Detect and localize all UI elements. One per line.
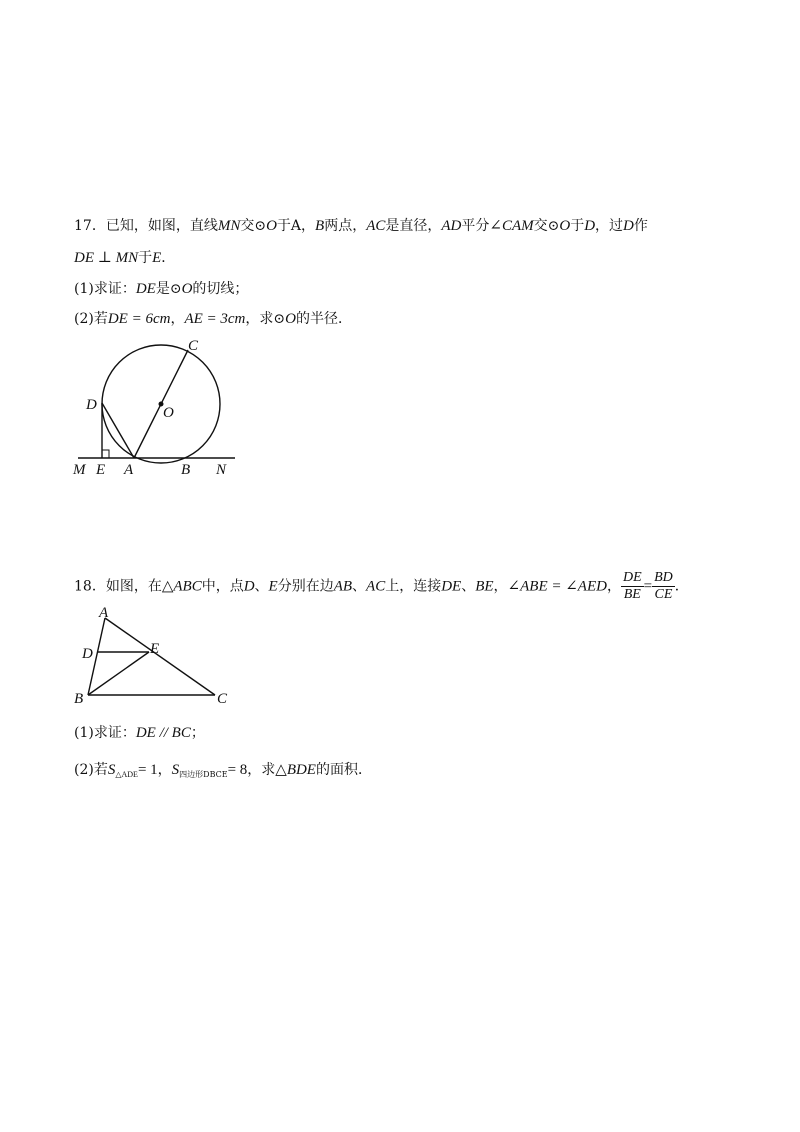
- q18-math: AB: [333, 578, 353, 595]
- q17-figure: [60, 330, 250, 480]
- q18-math: △BDE: [275, 762, 316, 778]
- q18-text: ，: [606, 578, 621, 595]
- label-a: A: [124, 462, 134, 478]
- q18-text: 分别在边: [277, 578, 334, 595]
- fraction-de-be: $\frac{DE}{BE}$: [622, 570, 642, 602]
- q18-text: 上，连接: [385, 578, 442, 595]
- q17-math: AD: [441, 218, 462, 234]
- q17-math: E: [152, 250, 162, 266]
- q17-line2: [74, 248, 175, 268]
- q17-text: 的半径．: [295, 311, 352, 327]
- q18-text: ，求: [247, 762, 276, 778]
- q17-math: O: [559, 218, 571, 234]
- q18-text: ，: [493, 578, 508, 595]
- q17-text: 的切线；: [192, 281, 249, 297]
- q17-math: O: [181, 281, 193, 297]
- q17-math: D: [623, 218, 634, 234]
- q17-math: AC: [366, 218, 386, 234]
- q17-text: 交⊙: [240, 218, 267, 234]
- label-b: B: [181, 462, 191, 478]
- q18-math: S: [107, 762, 116, 778]
- q18-text: ，: [157, 762, 172, 778]
- q17-text: ．: [161, 250, 176, 266]
- q18-text: 的面积．: [315, 762, 372, 778]
- q17-math: O: [285, 311, 296, 327]
- fraction-bd-ce: $\frac{BD}{CE}$: [654, 570, 673, 602]
- label-m: M: [73, 462, 86, 478]
- q17-math: B: [315, 218, 325, 234]
- label-d: D: [82, 646, 93, 662]
- q18-line1: [74, 570, 689, 603]
- q18-math: DE // BC: [135, 725, 191, 741]
- q18-text: ．: [674, 578, 689, 595]
- q17-part1: [74, 279, 248, 299]
- q17-math: DE ⊥ MN: [74, 250, 139, 266]
- q17-math: MN: [217, 218, 241, 234]
- q18-math: AC: [366, 578, 386, 595]
- q18-part2: [74, 760, 372, 785]
- label-b: B: [74, 691, 84, 707]
- q17-text: 于A，: [276, 218, 316, 234]
- q18-math: BE: [475, 578, 494, 595]
- q18-math: D: [243, 578, 255, 595]
- q18-text: (2)若: [74, 762, 108, 778]
- q17-math: DE: [135, 281, 156, 297]
- q18-math: △ABC: [161, 578, 202, 595]
- segment-be: [88, 652, 149, 695]
- q17-text: 作: [633, 218, 648, 234]
- label-e: E: [150, 641, 160, 657]
- q17-text: 17．已知，如图，直线: [74, 218, 218, 234]
- q17-text: 于: [570, 218, 585, 234]
- q17-text: 平分: [461, 218, 490, 234]
- label-c: C: [188, 338, 199, 354]
- q18-text: (1)求证：: [74, 725, 136, 741]
- label-c: C: [217, 691, 228, 707]
- q17-math: DE = 6cm: [107, 311, 171, 327]
- q17-text: 两点，: [324, 218, 367, 234]
- label-o: O: [163, 405, 174, 421]
- q17-text: ，求⊙: [245, 311, 286, 327]
- q17-text: 是⊙: [155, 281, 182, 297]
- equals-sign: =: [643, 578, 653, 595]
- q17-math: O: [266, 218, 277, 234]
- q18-part1: [74, 723, 205, 743]
- label-n: N: [216, 462, 227, 478]
- q18-math: S: [171, 762, 180, 778]
- q17-line1: [74, 216, 648, 236]
- q17-text: 是直径，: [385, 218, 442, 234]
- q17-text: 交⊙: [533, 218, 560, 234]
- q18-math: ∠ABE = ∠AED: [507, 578, 607, 595]
- q17-math: AE = 3cm: [184, 311, 246, 327]
- label-d: D: [86, 397, 97, 413]
- q17-text: (2)若: [74, 311, 108, 327]
- q17-math: D: [584, 218, 596, 234]
- q18-math: = 1: [137, 762, 158, 778]
- q18-math: DE: [441, 578, 462, 595]
- q18-subscript: △ADE: [115, 770, 138, 779]
- q18-text: 中，点: [201, 578, 244, 595]
- q17-math: ∠CAM: [489, 218, 534, 234]
- right-angle-mark: [102, 450, 109, 458]
- q18-text: 、: [461, 578, 476, 595]
- q17-part2: [74, 309, 352, 329]
- q17-text: (1)求证：: [74, 281, 136, 297]
- q18-text: 、: [254, 578, 269, 595]
- q18-math: = 8: [227, 762, 248, 778]
- side-ac: [105, 618, 215, 695]
- q18-figure: [68, 603, 248, 708]
- q18-math: E: [268, 578, 278, 595]
- q17-text: 于: [138, 250, 153, 266]
- q18-subscript: 四边形DBCE: [179, 770, 228, 779]
- label-a: A: [99, 605, 109, 621]
- q18-text: 18．如图，在: [74, 578, 162, 595]
- label-e: E: [96, 462, 106, 478]
- q17-text: ，过: [595, 218, 624, 234]
- q18-text: ；: [190, 725, 205, 741]
- q17-text: ，: [170, 311, 185, 327]
- q18-text: 、: [352, 578, 367, 595]
